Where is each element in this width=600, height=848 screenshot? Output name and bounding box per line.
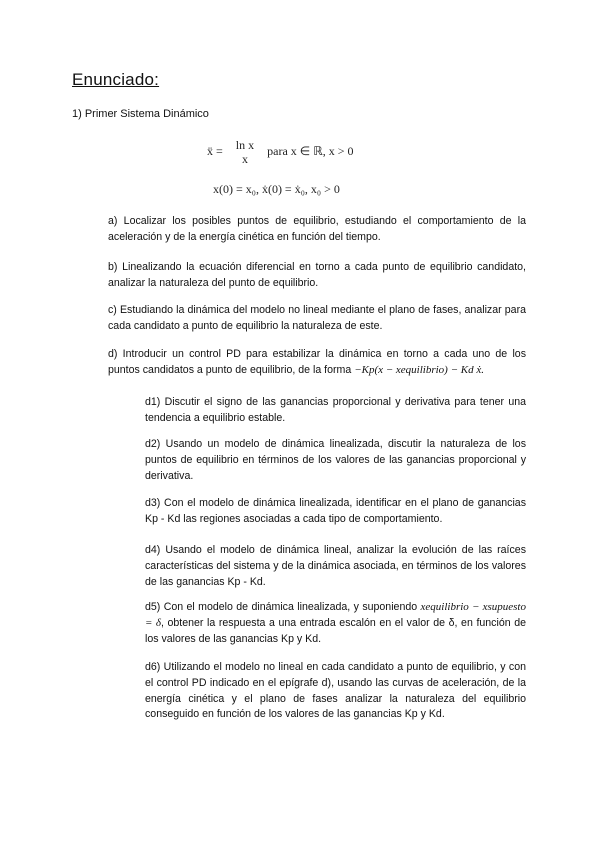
page-heading: Enunciado: xyxy=(72,70,160,89)
item-d5-formula: xequilibrio − xsupuesto = δ xyxy=(145,601,526,629)
item-d5 xyxy=(145,600,526,647)
item-d6: d6) Utilizando el modelo no lineal en cada candidato a punto de equilibrio, y con el control PD indicado en el epígrafe d), usando las curvas de aceleración, de la energía cinética y el plano de fases analizar la naturaleza del equilibrio conseguido en función de los valores de las ganancias Kp y Kd. xyxy=(145,661,526,721)
item-c: c) Estudiando la dinámica del modelo no lineal mediante el plano de fases, analizar para cada candidato a punto de equilibrio la naturaleza de este. xyxy=(108,304,526,332)
item-d1: d1) Discutir el signo de las ganancias proporcional y derivativa para tener una tendencia a equilibrio estable. xyxy=(145,396,526,424)
item-d-text: d) Introducir un control PD para estabilizar la dinámica en torno a cada uno de los puntos candidatos a punto de equilibrio, de la forma xyxy=(108,348,526,376)
eq1-condition: para x ∈ ℝ, x > 0 xyxy=(267,143,354,158)
item-a: a) Localizar los posibles puntos de equilibrio, estudiando el comportamiento de la aceleración y de la energía cinética en función del tiempo. xyxy=(108,215,526,243)
equation-1 xyxy=(207,138,354,166)
item-d5-text-b: , obtener la respuesta a una entrada escalón en el valor de δ, en función de los valores de las ganancias Kp y Kd. xyxy=(145,616,526,645)
item-b: b) Linealizando la ecuación diferencial en torno a cada punto de equilibrio candidato, analizar la naturaleza del punto de equilibrio. xyxy=(108,261,526,289)
eq1-fraction xyxy=(234,138,256,166)
eq1-lhs: ẍ = xyxy=(207,143,223,158)
item-d xyxy=(108,347,526,379)
section-title: 1) Primer Sistema Dinámico xyxy=(72,108,209,120)
item-d3: d3) Con el modelo de dinámica linealizada, identificar en el plano de ganancias Kp - Kd las regiones asociadas a cada tipo de comportamiento. xyxy=(145,497,526,525)
eq1-numerator: ln x xyxy=(235,138,255,152)
eq1-denominator: x xyxy=(241,152,248,166)
equation-2: x(0) = x₀, ẋ(0) = ẋ₀, x₀ > 0 xyxy=(213,182,340,196)
item-d4: d4) Usando el modelo de dinámica lineal, analizar la evolución de las raíces características del sistema y de la dinámica asociada, en términos de los valores de las ganancias Kp - Kd. xyxy=(145,544,526,588)
item-d2: d2) Usando un modelo de dinámica linealizada, discutir la naturaleza de los puntos de equilibrio en términos de los valores de las ganancias proporcional y derivativa. xyxy=(145,438,526,482)
item-d-formula: −Kp(x − xequilibrio) − Kd ẋ. xyxy=(354,363,484,376)
item-d5-text-a: d5) Con el modelo de dinámica linealizada, y suponiendo xyxy=(145,601,418,613)
